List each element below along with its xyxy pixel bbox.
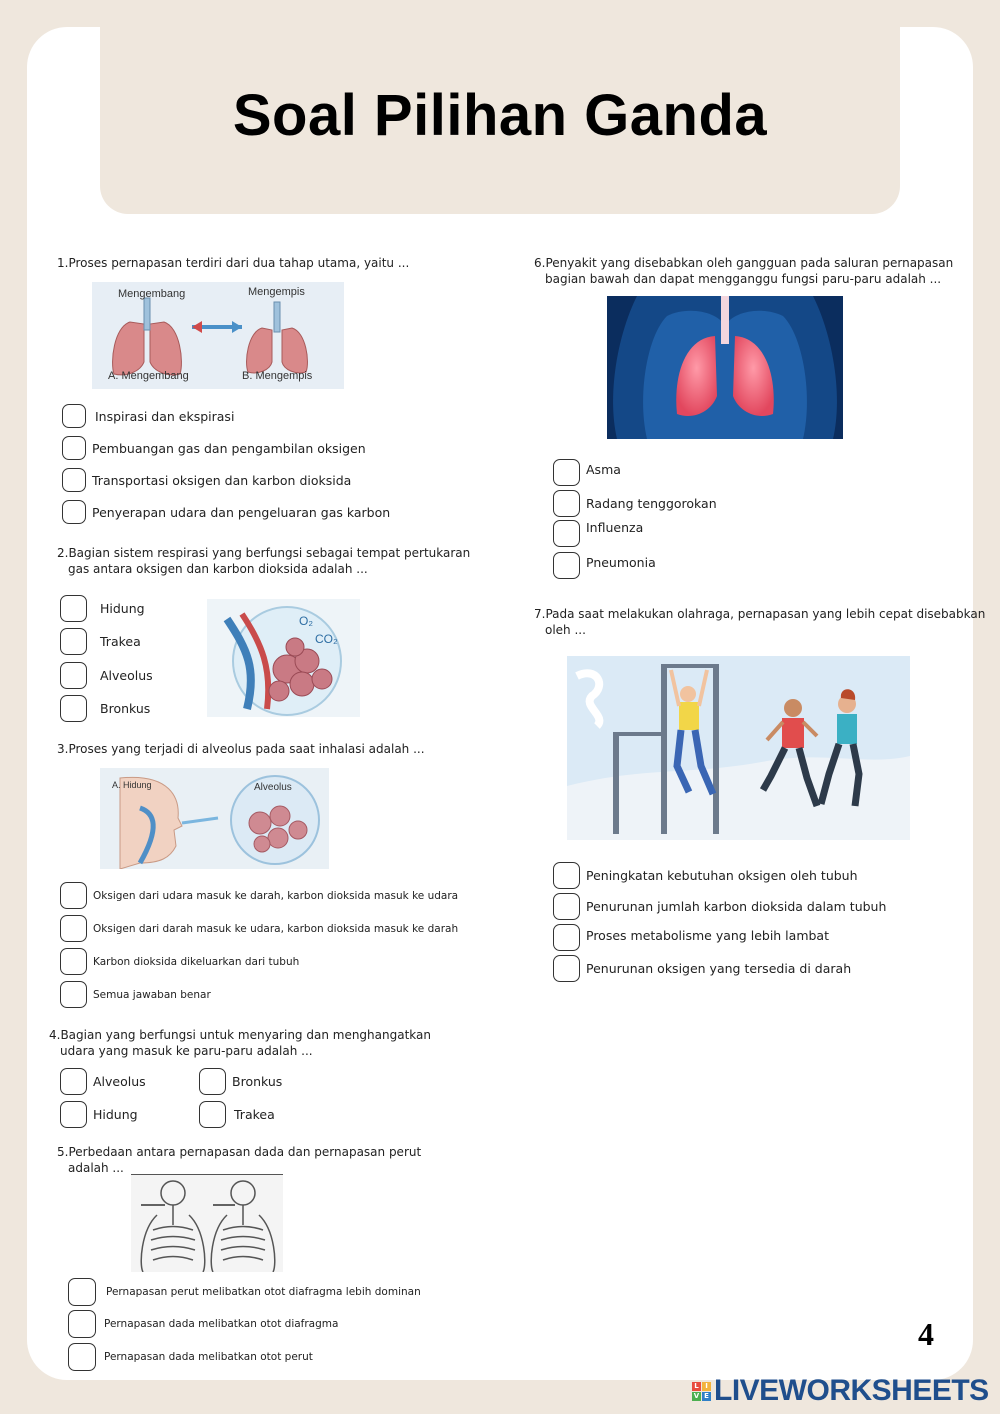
answer-checkbox[interactable]: [553, 490, 580, 517]
q2-option-3[interactable]: Alveolus: [60, 662, 153, 689]
q6-option-3[interactable]: Influenza: [553, 520, 643, 547]
page-number: 4: [918, 1316, 934, 1352]
answer-checkbox[interactable]: [199, 1101, 226, 1128]
exercise-illustration-image: [567, 656, 910, 840]
question-4: 4.Bagian yang berfungsi untuk menyaring dan menghangatkan udara yang masuk ke paru-paru adalah ...: [49, 1028, 431, 1058]
answer-checkbox[interactable]: [60, 915, 87, 942]
liveworksheets-brand: [692, 1374, 989, 1408]
q1-option-2[interactable]: Pembuangan gas dan pengambilan oksigen: [62, 436, 366, 460]
answer-checkbox[interactable]: [553, 893, 580, 920]
question-7: 7.Pada saat melakukan olahraga, pernapasan yang lebih cepat disebabkan oleh ...: [534, 607, 986, 637]
image-label-mengempis: Mengempis: [248, 286, 305, 298]
chest-abdominal-breathing-image: [131, 1175, 283, 1272]
answer-checkbox[interactable]: [553, 459, 580, 486]
answer-checkbox[interactable]: [553, 955, 580, 982]
q4-option-4[interactable]: Trakea: [199, 1101, 275, 1128]
inhalation-diagram-image: [100, 768, 329, 869]
answer-checkbox[interactable]: [553, 520, 580, 547]
question-5: 5.Perbedaan antara pernapasan dada dan pernapasan perut adalah ...: [57, 1145, 422, 1175]
o2-label: O₂: [299, 614, 313, 628]
image-caption-a: A. Mengembang: [108, 370, 189, 382]
answer-checkbox[interactable]: [68, 1343, 96, 1371]
q6-option-4[interactable]: Pneumonia: [553, 552, 656, 579]
q7-option-4[interactable]: Penurunan oksigen yang tersedia di darah: [553, 955, 851, 982]
lungs-inflate-deflate-image: [92, 282, 344, 389]
answer-checkbox[interactable]: [60, 662, 87, 689]
answer-checkbox[interactable]: [62, 404, 86, 428]
q3-option-3[interactable]: Karbon dioksida dikeluarkan dari tubuh: [60, 948, 299, 975]
q7-option-1[interactable]: Peningkatan kebutuhan oksigen oleh tubuh: [553, 862, 858, 889]
q5-option-1[interactable]: Pernapasan perut melibatkan otot diafragma lebih dominan: [68, 1278, 421, 1306]
q5-option-3[interactable]: Pernapasan dada melibatkan otot perut: [68, 1343, 313, 1371]
header-banner: [100, 0, 900, 214]
answer-checkbox[interactable]: [60, 695, 87, 722]
answer-checkbox[interactable]: [60, 948, 87, 975]
answer-checkbox[interactable]: [60, 1101, 87, 1128]
q1-option-1[interactable]: Inspirasi dan ekspirasi: [62, 404, 234, 428]
page-title: Soal Pilihan Ganda: [232, 83, 768, 148]
alveolus-gas-exchange-image: [207, 599, 360, 717]
answer-checkbox[interactable]: [553, 862, 580, 889]
answer-checkbox[interactable]: [62, 436, 86, 460]
liveworksheets-logo-icon: L I V E: [692, 1382, 711, 1401]
q3-option-4[interactable]: Semua jawaban benar: [60, 981, 211, 1008]
q6-option-1[interactable]: Asma: [553, 459, 621, 486]
lungs-anatomy-image: [607, 296, 843, 439]
answer-checkbox[interactable]: [60, 595, 87, 622]
answer-checkbox[interactable]: [62, 500, 86, 524]
answer-checkbox[interactable]: [60, 628, 87, 655]
q7-option-2[interactable]: Penurunan jumlah karbon dioksida dalam tubuh: [553, 893, 886, 920]
answer-checkbox[interactable]: [68, 1278, 96, 1306]
question-3: 3.Proses yang terjadi di alveolus pada saat inhalasi adalah ...: [57, 742, 425, 756]
q7-option-3[interactable]: Proses metabolisme yang lebih lambat: [553, 924, 829, 951]
brand-text: LIVEWORKSHEETS: [714, 1374, 989, 1407]
co2-label: CO₂: [315, 632, 338, 646]
q1-option-3[interactable]: Transportasi oksigen dan karbon dioksida: [62, 468, 351, 492]
answer-checkbox[interactable]: [62, 468, 86, 492]
q4-option-1[interactable]: Alveolus: [60, 1068, 146, 1095]
q2-option-2[interactable]: Trakea: [60, 628, 141, 655]
image-label-hidung: A. Hidung: [112, 780, 152, 790]
answer-checkbox[interactable]: [68, 1310, 96, 1338]
question-2: 2.Bagian sistem respirasi yang berfungsi sebagai tempat pertukaran gas antara oksigen dan karbon dioksida adalah ...: [57, 546, 471, 576]
answer-checkbox[interactable]: [553, 552, 580, 579]
q2-option-4[interactable]: Bronkus: [60, 695, 150, 722]
question-1: 1.Proses pernapasan terdiri dari dua tahap utama, yaitu ...: [57, 256, 410, 270]
q6-option-2[interactable]: Radang tenggorokan: [553, 490, 717, 517]
answer-checkbox[interactable]: [60, 981, 87, 1008]
q2-option-1[interactable]: Hidung: [60, 595, 145, 622]
q3-option-1[interactable]: Oksigen dari udara masuk ke darah, karbon dioksida masuk ke udara: [60, 882, 458, 909]
answer-checkbox[interactable]: [60, 1068, 87, 1095]
answer-checkbox[interactable]: [553, 924, 580, 951]
q4-option-2[interactable]: Bronkus: [199, 1068, 282, 1095]
image-label-mengembang: Mengembang: [118, 288, 186, 300]
question-6: 6.Penyakit yang disebabkan oleh gangguan pada saluran pernapasan bagian bawah dan dapat mengganggu fungsi paru-paru adalah ...: [534, 256, 954, 286]
image-label-alveolus: Alveolus: [254, 782, 292, 793]
q4-option-3[interactable]: Hidung: [60, 1101, 138, 1128]
answer-checkbox[interactable]: [60, 882, 87, 909]
q1-option-4[interactable]: Penyerapan udara dan pengeluaran gas karbon: [62, 500, 390, 524]
answer-checkbox[interactable]: [199, 1068, 226, 1095]
image-caption-b: B. Mengempis: [242, 370, 313, 382]
q5-option-2[interactable]: Pernapasan dada melibatkan otot diafragma: [68, 1310, 338, 1338]
q3-option-2[interactable]: Oksigen dari darah masuk ke udara, karbon dioksida masuk ke darah: [60, 915, 458, 942]
